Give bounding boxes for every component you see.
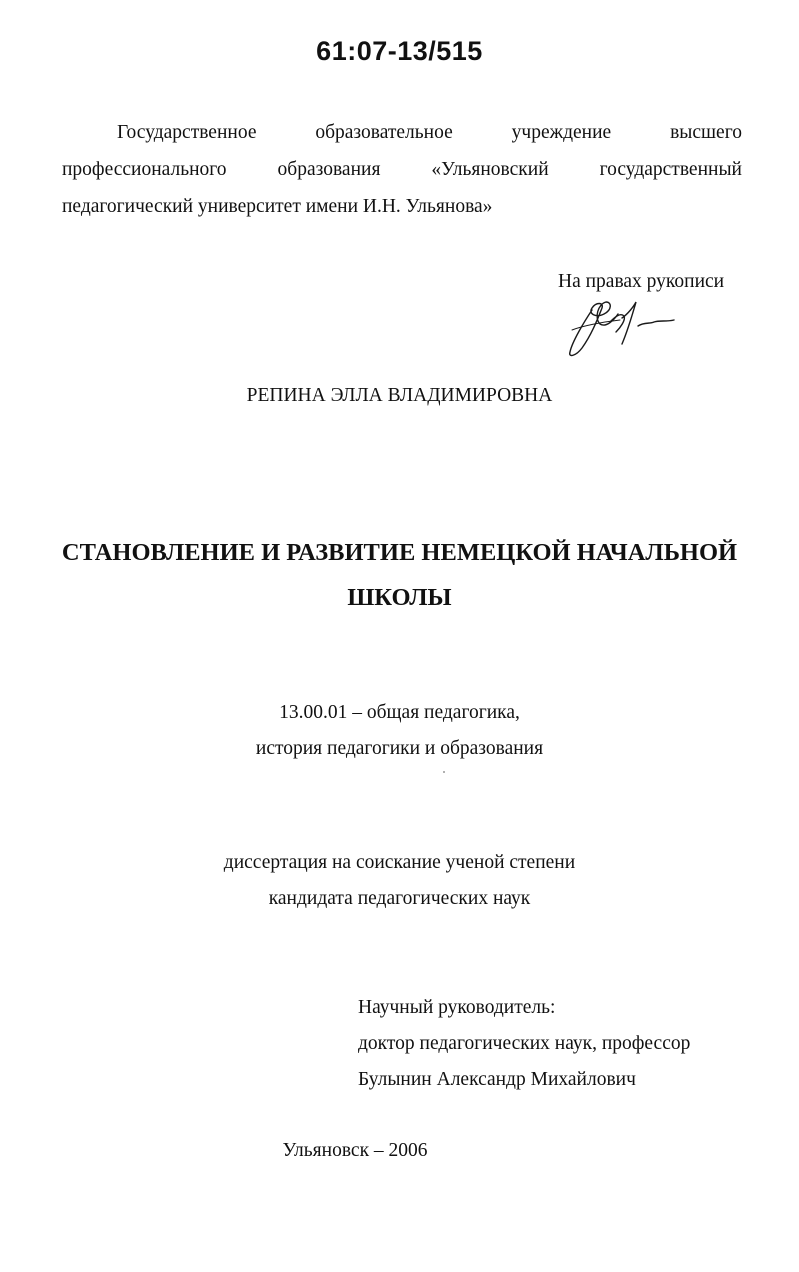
signature-image (562, 292, 702, 362)
institution-line-2 (62, 151, 742, 188)
manuscript-rights-note: На правах рукописи (558, 271, 725, 292)
institution-word: высшего (670, 122, 742, 143)
archive-code: 61:07-13/515 (316, 36, 483, 66)
institution-word: «Ульяновский (431, 159, 549, 180)
place-year: Ульяновск – 2006 (282, 1140, 428, 1161)
author-name: РЕПИНА ЭЛЛА ВЛАДИМИРОВНА (246, 385, 553, 406)
institution-word: образования (277, 159, 381, 180)
institution-block (62, 114, 742, 225)
advisor-name: Булынин Александр Михайлович (358, 1069, 636, 1090)
advisor-label: Научный руководитель: (358, 997, 556, 1018)
title-line-2: ШКОЛЫ (347, 584, 452, 611)
institution-word: образовательное (315, 122, 453, 143)
title-line-1: СТАНОВЛЕНИЕ И РАЗВИТИЕ НЕМЕЦКОЙ НАЧАЛЬНОЙ (61, 539, 738, 566)
institution-line-1 (62, 114, 742, 151)
specialty-line-1: 13.00.01 – общая педагогика, (279, 702, 520, 723)
degree-block (0, 845, 799, 917)
degree-line-2: кандидата педагогических наук (268, 888, 531, 909)
advisor-block (358, 990, 690, 1098)
specialty-line-2: история педагогики и образования (255, 738, 544, 759)
degree-line-1: диссертация на соискание ученой степени (223, 852, 576, 873)
advisor-credentials: доктор педагогических наук, профессор (358, 1033, 691, 1054)
dissertation-title (40, 530, 759, 620)
institution-word: профессионального (62, 159, 227, 180)
institution-word: государственный (599, 159, 742, 180)
institution-word: учреждение (511, 122, 612, 143)
specialty-block (0, 695, 799, 767)
institution-word: Государственное (117, 122, 257, 143)
institution-line-3 (62, 188, 742, 225)
institution-word: педагогический университет имени И.Н. Ульянова» (62, 196, 493, 217)
scan-speck (443, 771, 445, 773)
